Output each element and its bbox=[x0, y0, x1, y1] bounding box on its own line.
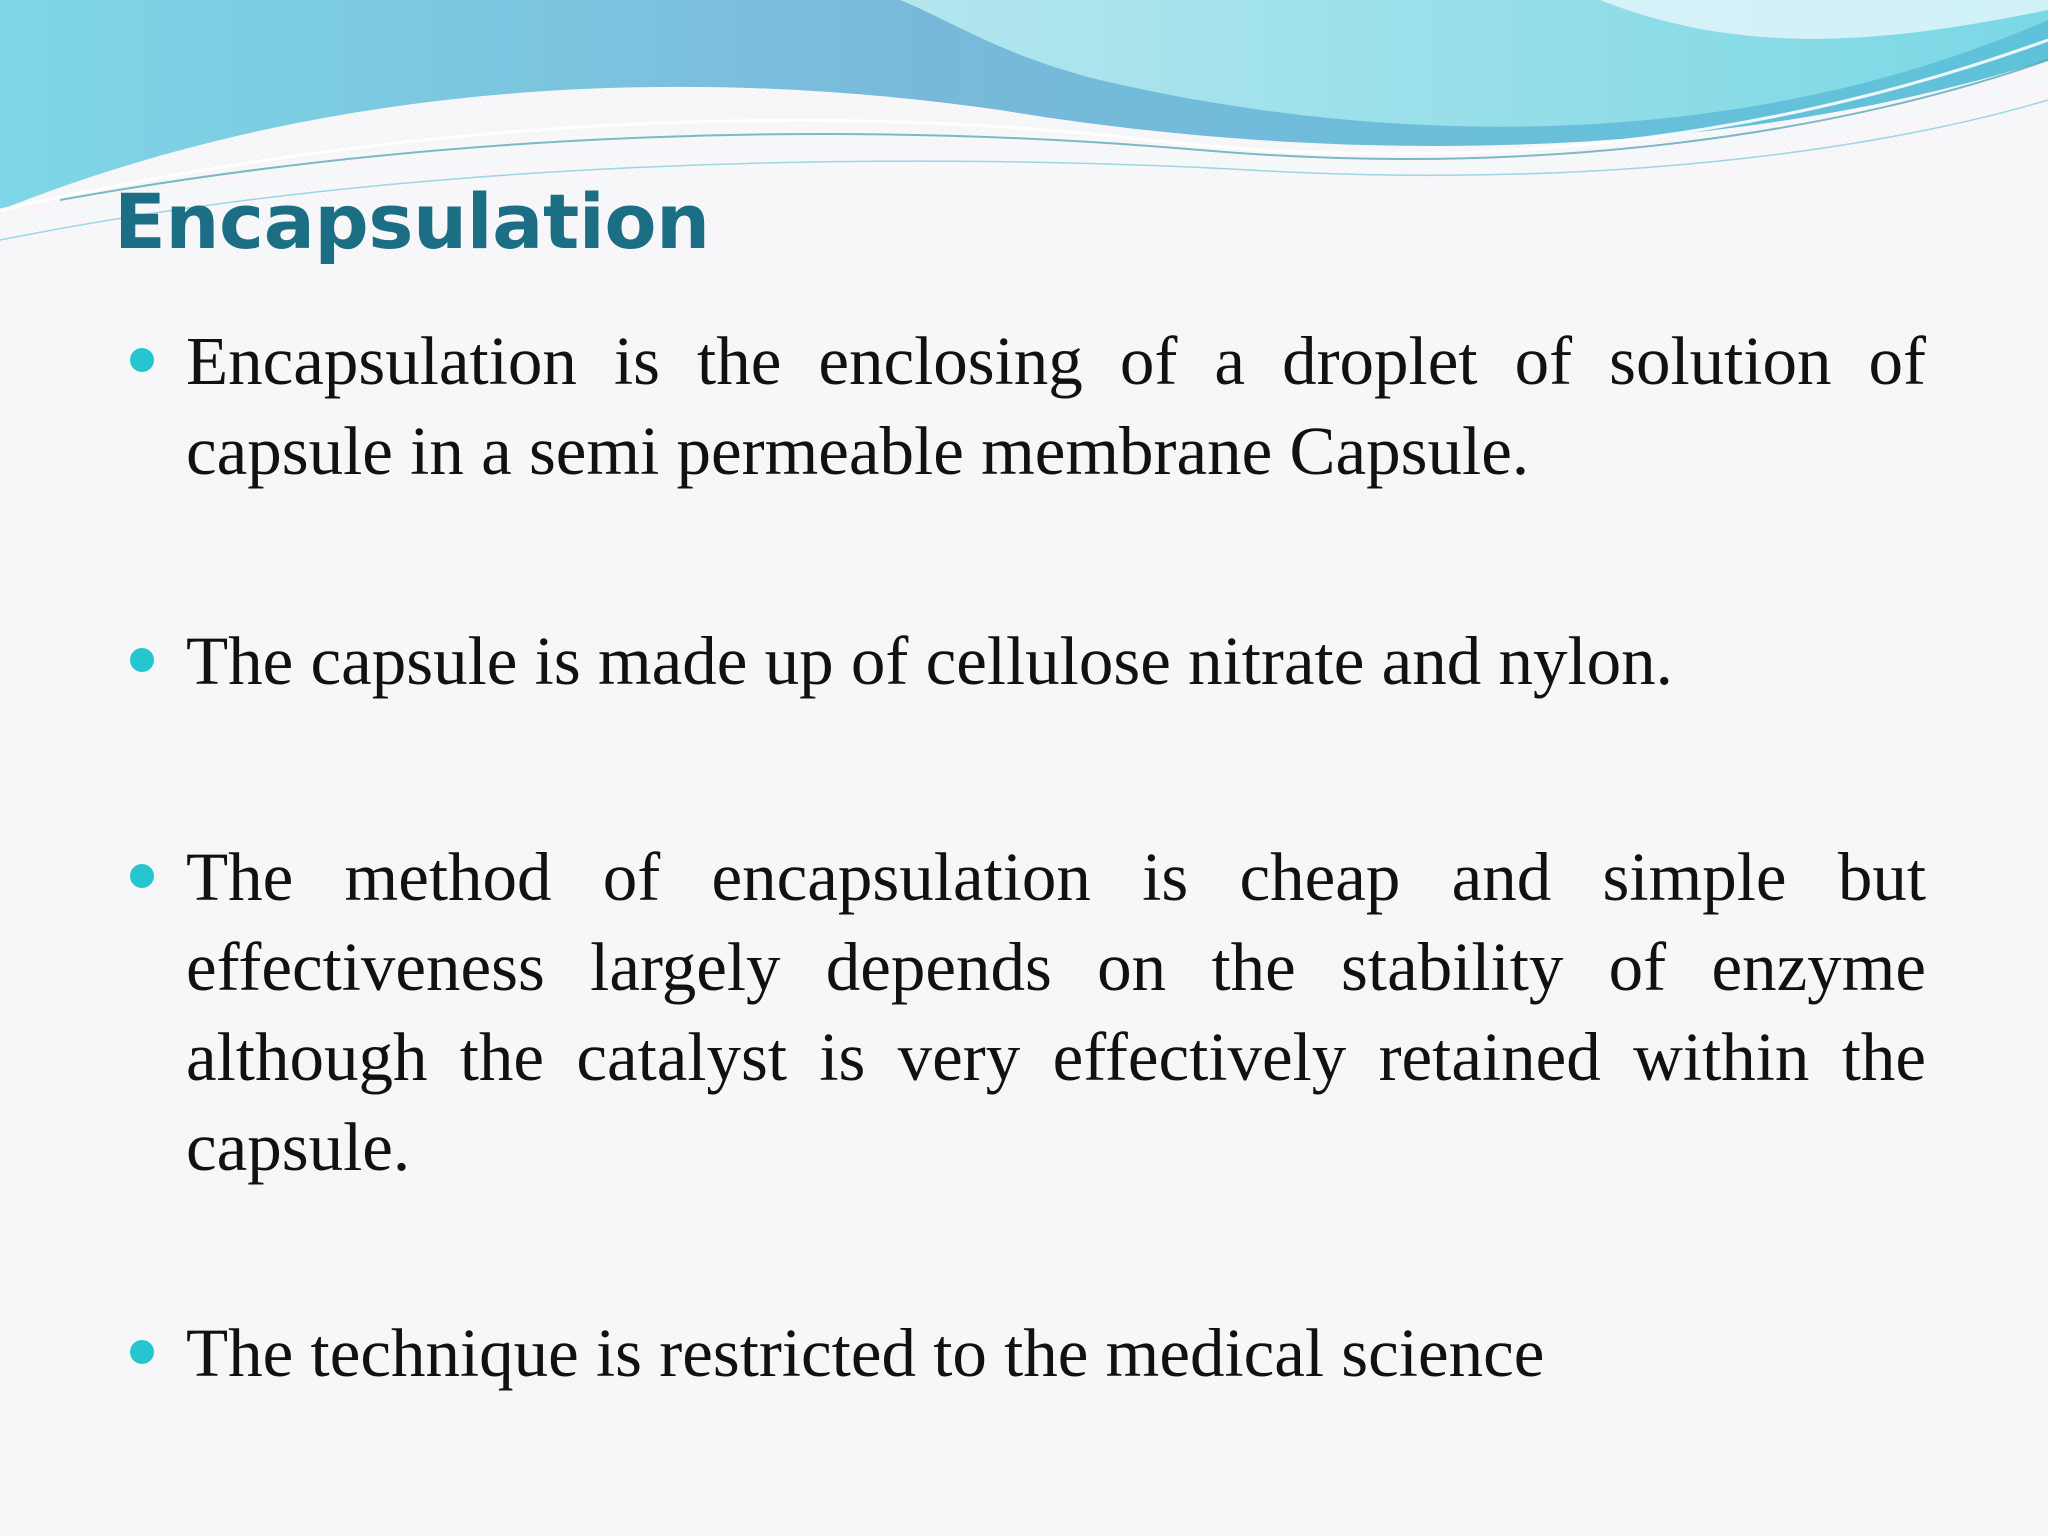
bullet-icon bbox=[130, 348, 154, 372]
bullet-text: The technique is restricted to the medical science bbox=[186, 1315, 1545, 1391]
slide-title: Encapsulation bbox=[114, 177, 710, 266]
bullet-item bbox=[186, 616, 1926, 706]
bullet-icon bbox=[130, 1340, 154, 1364]
bullet-icon bbox=[130, 648, 154, 672]
bullet-text: The capsule is made up of cellulose nitrate and nylon. bbox=[186, 623, 1673, 699]
bullet-item bbox=[186, 1308, 1926, 1398]
bullet-text: The method of encapsulation is cheap and simple but effectiveness largely depends on the stability of enzyme although the catalyst is very effectively retained within the capsule. bbox=[186, 839, 1926, 1185]
bullet-icon bbox=[130, 864, 154, 888]
bullet-text: Encapsulation is the enclosing of a droplet of solution of capsule in a semi permeable membrane Capsule. bbox=[186, 323, 1926, 489]
bullet-item bbox=[186, 832, 1926, 1192]
bullet-item bbox=[186, 316, 1926, 496]
